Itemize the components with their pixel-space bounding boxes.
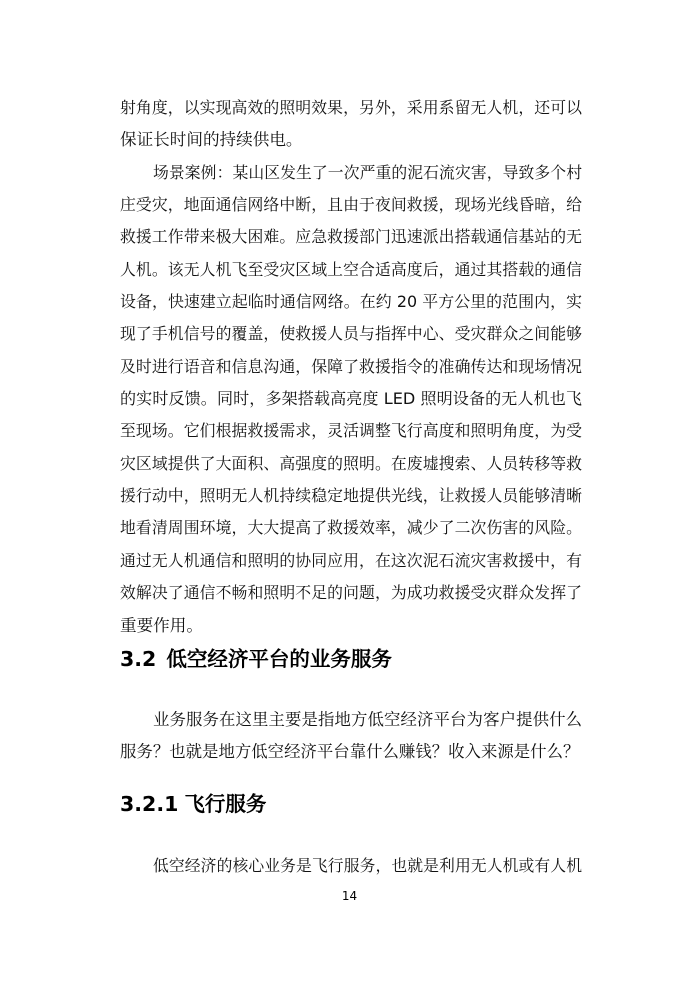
text-line: 重要作用。 — [120, 615, 203, 635]
text-line: 救援工作带来极大困难。应急救援部门迅速派出搭载通信基站的无 — [120, 227, 582, 247]
text-line: 援行动中，照明无人机持续稳定地提供光线，让救援人员能够清晰 — [120, 486, 582, 506]
text-line: 灾区域提供了大面积、高强度的照明。在废墟搜索、人员转移等救 — [120, 453, 582, 473]
text-line: 场景案例：某山区发生了一次严重的泥石流灾害，导致多个村 — [153, 162, 582, 182]
text-line: 低空经济的核心业务是飞行服务，也就是利用无人机或有人机 — [153, 856, 582, 875]
text-line: 地看清周围环境，大大提高了救援效率，减少了二次伤害的风险。 — [120, 518, 582, 538]
text-line: 服务？也就是地方低空经济平台靠什么赚钱？收入来源是什么？ — [120, 742, 580, 762]
subsection-number: 3.2.1 — [120, 792, 179, 816]
text-line: 通过无人机通信和照明的协同应用，在这次泥石流灾害救援中，有 — [120, 550, 582, 570]
paragraph-flight-service — [120, 850, 582, 882]
text-line: 的实时反馈。同时，多架搭载高亮度 LED 照明设备的无人机也飞 — [120, 389, 582, 409]
section-heading — [120, 646, 392, 672]
subsection-title: 飞行服务 — [184, 792, 267, 816]
text-line: 现了手机信号的覆盖，使救援人员与指挥中心、受灾群众之间能够 — [120, 324, 582, 344]
paragraph-scenario-case — [120, 157, 582, 642]
paragraph-continuation — [120, 92, 582, 157]
page-number: 14 — [341, 889, 358, 903]
text-line: 至现场。它们根据救援需求，灵活调整飞行高度和照明角度，为受 — [120, 421, 582, 441]
text-line: 设备，快速建立起临时通信网络。在约 20 平方公里的范围内，实 — [120, 292, 582, 312]
subsection-heading — [120, 791, 266, 817]
text-line: 效解决了通信不畅和照明不足的问题，为成功救援受灾群众发挥了 — [120, 583, 582, 603]
paragraph-business-intro — [120, 704, 582, 769]
text-line: 及时进行语音和信息沟通，保障了救援指令的准确传达和现场情况 — [120, 356, 582, 376]
section-title: 低空经济平台的业务服务 — [166, 647, 392, 671]
text-line: 庄受灾，地面通信网络中断，且由于夜间救援，现场光线昏暗，给 — [120, 195, 582, 215]
text-line: 保证长时间的持续供电。 — [120, 130, 303, 150]
text-line: 射角度，以实现高效的照明效果，另外，采用系留无人机，还可以 — [120, 98, 582, 117]
text-line: 人机。该无人机飞至受灾区域上空合适高度后，通过其搭载的通信 — [120, 259, 582, 279]
section-number: 3.2 — [120, 647, 157, 671]
text-line: 业务服务在这里主要是指地方低空经济平台为客户提供什么 — [153, 710, 582, 729]
